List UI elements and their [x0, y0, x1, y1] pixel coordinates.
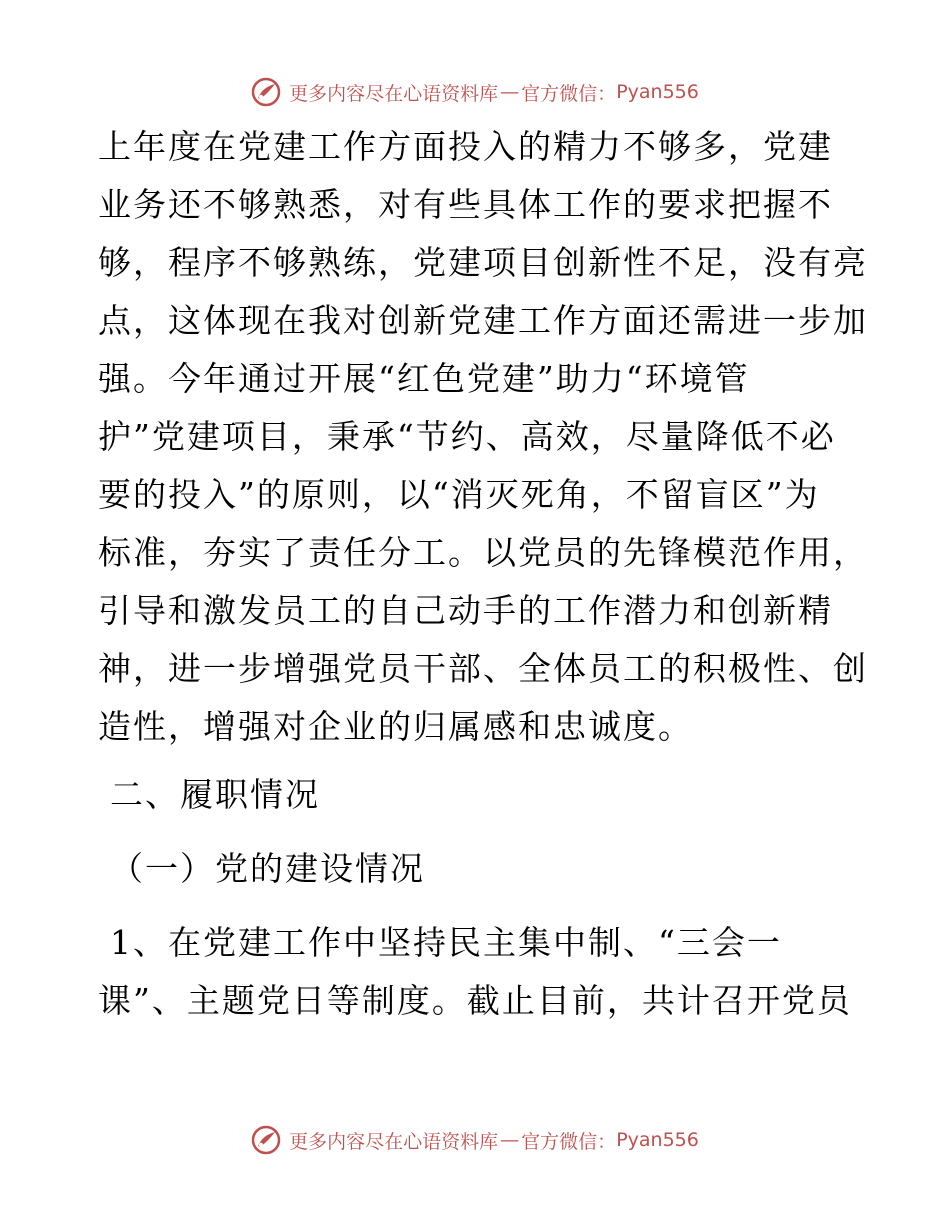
body-line: 点，这体现在我对创新党建工作方面还需进一步加	[98, 301, 868, 340]
watermark-wechat-id: Pyan556	[616, 81, 699, 103]
body-line: 标准，夯实了责任分工。以党员的先锋模范作用，	[98, 533, 868, 572]
body-line: 够，程序不够熟练，党建项目创新性不足，没有亮	[98, 243, 868, 282]
brush-logo-icon	[251, 77, 281, 107]
body-line: 业务还不够熟悉，对有些具体工作的要求把握不	[98, 185, 833, 224]
watermark-wechat-label: 官方微信：	[521, 1130, 617, 1153]
item-line: 课”、主题党日等制度。截止目前，共计召开党员	[98, 981, 852, 1020]
watermark-separator: —	[500, 1129, 520, 1151]
body-line: 神，进一步增强党员干部、全体员工的积极性、创	[98, 649, 868, 688]
body-line: 强。今年通过开展“红色党建”助力“环境管	[98, 359, 750, 398]
watermark-text: 更多内容尽在心语资料库	[289, 82, 499, 105]
body-line: 护”党建项目，秉承“节约、高效，尽量降低不必	[98, 417, 836, 456]
watermark-wechat-label: 官方微信：	[521, 82, 617, 105]
header-watermark	[0, 72, 950, 112]
watermark-wechat-id: Pyan556	[616, 1129, 699, 1151]
section-heading: 二、履职情况	[110, 775, 320, 814]
subsection-heading: （一）党的建设情况	[110, 849, 425, 888]
watermark-separator: —	[500, 81, 520, 103]
watermark-text: 更多内容尽在心语资料库	[289, 1130, 499, 1153]
footer-watermark	[0, 1120, 950, 1160]
body-line: 引导和激发员工的自己动手的工作潜力和创新精	[98, 591, 833, 630]
item-line: 1、在党建工作中坚持民主集中制、“三会一	[110, 923, 782, 962]
body-line: 上年度在党建工作方面投入的精力不够多，党建	[98, 127, 833, 166]
body-line: 要的投入”的原则，以“消灭死角，不留盲区”为	[98, 475, 820, 514]
body-line: 造性，增强对企业的归属感和忠诚度。	[98, 707, 693, 746]
document-body	[98, 118, 868, 1030]
brush-logo-icon	[251, 1125, 281, 1155]
